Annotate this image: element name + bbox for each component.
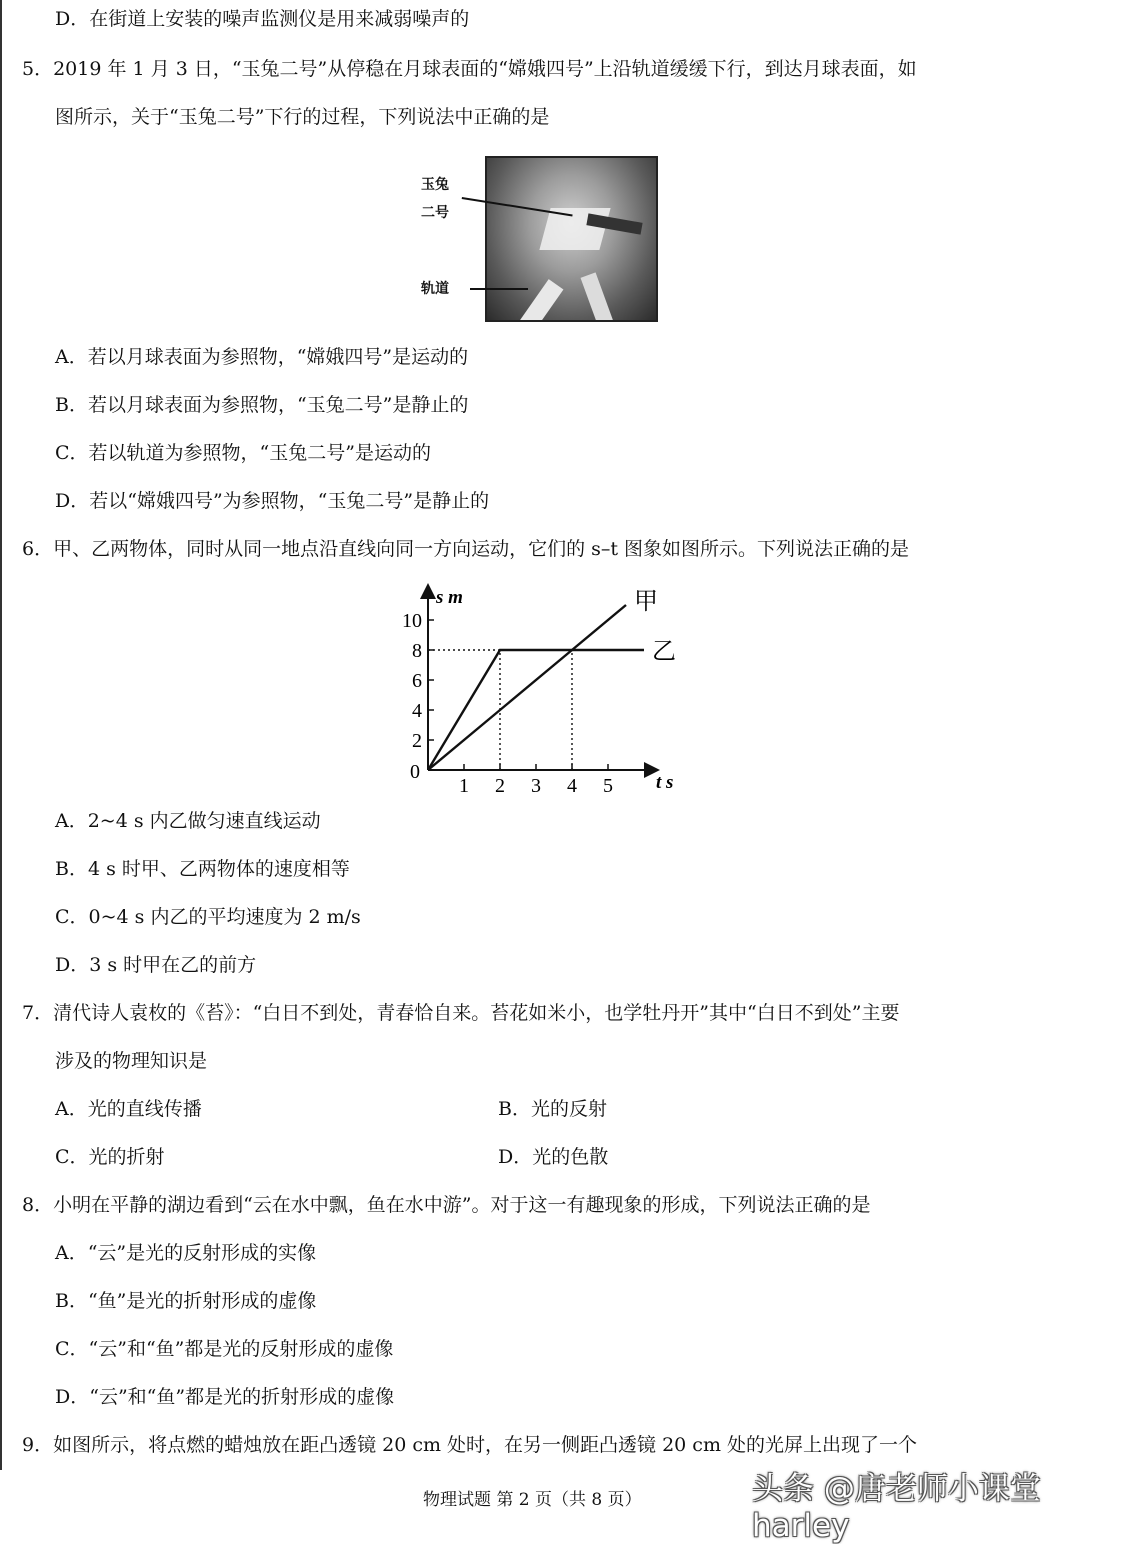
y-tick-label-8: 8 xyxy=(412,640,422,662)
y-tick-label-2: 2 xyxy=(412,730,422,752)
page-left-edge xyxy=(0,0,2,1470)
photo-label-rover-2: 二号 xyxy=(421,205,449,221)
q8-option-b: B．“鱼”是光的折射形成的虚像 xyxy=(55,1290,317,1312)
q7-option-c: C．光的折射 xyxy=(55,1146,165,1168)
track-leader-line xyxy=(470,288,528,290)
q8-stem: 8．小明在平静的湖边看到“云在水中飘，鱼在水中游”。对于这一有趣现象的形成，下列说法正确的是 xyxy=(22,1194,871,1216)
y-tick-label-4: 4 xyxy=(412,700,422,722)
photo-label-track: 轨道 xyxy=(421,281,449,297)
q7-option-d: D．光的色散 xyxy=(498,1146,609,1168)
photo-rover xyxy=(539,208,610,250)
page-footer: 物理试题 第 2 页（共 8 页） xyxy=(423,1490,642,1510)
q5-option-b: B．若以月球表面为参照物，“玉兔二号”是静止的 xyxy=(55,394,469,416)
st-chart xyxy=(380,572,680,802)
series-line-jia xyxy=(428,605,626,770)
q6-option-b: B．4 s 时甲、乙两物体的速度相等 xyxy=(55,858,350,880)
q8-option-d: D．“云”和“鱼”都是光的折射形成的虚像 xyxy=(55,1386,395,1408)
photo-label-rover-1: 玉兔 xyxy=(421,177,449,193)
x-tick-label-1: 1 xyxy=(459,775,469,797)
x-tick-label-3: 3 xyxy=(531,775,541,797)
y-axis-label: s m xyxy=(436,587,463,608)
watermark: 头条 @唐老师小课堂harley xyxy=(752,1471,1041,1544)
q7-stem-line2: 涉及的物理知识是 xyxy=(55,1050,208,1072)
photo-rail-left xyxy=(509,279,564,322)
q6-option-d: D．3 s 时甲在乙的前方 xyxy=(55,954,257,976)
q6-stem: 6．甲、乙两物体，同时从同一地点沿直线向同一方向运动，它们的 s–t 图象如图所示。下列说法正确的是 xyxy=(22,538,910,560)
origin-label: 0 xyxy=(410,761,420,783)
x-tick-label-2: 2 xyxy=(495,775,505,797)
q5-option-c: C．若以轨道为参照物，“玉兔二号”是运动的 xyxy=(55,442,431,464)
y-tick-label-10: 10 xyxy=(402,610,422,632)
q4-option-d: D．在街道上安装的噪声监测仪是用来减弱噪声的 xyxy=(55,8,470,30)
series-label-jia: 甲 xyxy=(634,587,658,615)
q7-option-b: B．光的反射 xyxy=(498,1098,607,1120)
q5-stem-line1: 5．2019 年 1 月 3 日，“玉兔二号”从停稳在月球表面的“嫦娥四号”上沿轨道缓缓下行，到达月球表面，如 xyxy=(22,58,917,80)
q6-option-a: A．2~4 s 内乙做匀速直线运动 xyxy=(55,810,321,832)
q7-stem-line1: 7．清代诗人袁枚的《苔》：“白日不到处，青春恰自来。苔花如米小，也学牡丹开”其中“白日不到处”主要 xyxy=(22,1002,900,1024)
x-tick-label-5: 5 xyxy=(603,775,613,797)
x-tick-label-4: 4 xyxy=(567,775,577,797)
q6-option-c: C．0~4 s 内乙的平均速度为 2 m/s xyxy=(55,906,361,928)
q5-stem-line2: 图所示，关于“玉兔二号”下行的过程，下列说法中正确的是 xyxy=(55,106,550,128)
q9-stem: 9．如图所示，将点燃的蜡烛放在距凸透镜 20 cm 处时，在另一侧距凸透镜 20 cm 处的光屏上出现了一个 xyxy=(22,1434,917,1456)
q8-option-a: A．“云”是光的反射形成的实像 xyxy=(55,1242,317,1264)
series-line-yi xyxy=(428,650,644,770)
q7-option-a: A．光的直线传播 xyxy=(55,1098,202,1120)
q8-option-c: C．“云”和“鱼”都是光的反射形成的虚像 xyxy=(55,1338,394,1360)
x-axis-label: t s xyxy=(656,772,674,793)
photo-rail-right xyxy=(581,272,620,322)
y-tick-label-6: 6 xyxy=(412,670,422,692)
series-label-yi: 乙 xyxy=(652,637,676,665)
yutu2-photo xyxy=(485,156,658,322)
q5-option-a: A．若以月球表面为参照物，“嫦娥四号”是运动的 xyxy=(55,346,469,368)
q5-option-d: D．若以“嫦娥四号”为参照物，“玉兔二号”是静止的 xyxy=(55,490,490,512)
